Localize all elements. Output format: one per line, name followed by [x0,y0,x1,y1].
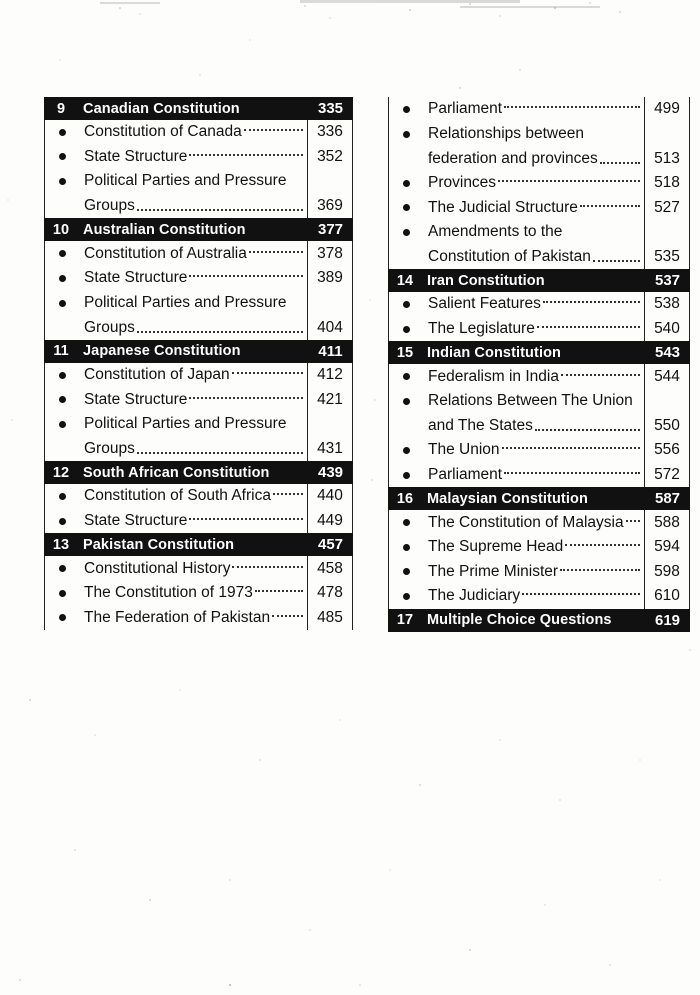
entry-title-line-2: Groups [84,197,135,215]
entry-title: State Structure [84,147,188,165]
entry-page-number: 440 [307,484,352,509]
dot-leader [593,260,640,262]
entry-title-cell [423,317,644,342]
entry-title-cell [79,169,307,218]
bullet-icon-cell [389,584,423,609]
toc-entry-row[interactable] [44,412,353,461]
bullet-icon [59,250,66,257]
entry-title-cell [79,363,307,388]
entry-title: Constitution of Australia [84,244,247,262]
entry-page-number: 535 [644,220,689,269]
entry-page-number: 336 [307,120,352,145]
bullet-icon-cell [389,220,423,269]
entry-title-line-1: Relationships between [428,124,584,142]
bullet-icon-cell [45,120,79,145]
section-title: Pakistan Constitution [83,536,235,553]
bullet-icon [59,518,66,525]
entry-page-number: 513 [644,122,689,171]
entry-page-number: 431 [307,412,352,461]
entry-title-cell [79,266,307,291]
entry-title-cell [79,291,307,340]
bullet-icon-cell [389,438,423,463]
dot-leader [189,275,303,277]
entry-title-cell [79,145,307,170]
entry-title-cell [423,463,644,488]
section-page-number: 537 [654,272,681,290]
section-title: South African Constitution [83,464,270,481]
entry-title-cell [423,364,644,389]
toc-entry-row[interactable] [388,535,690,560]
dot-leader [580,205,640,207]
bullet-icon-cell [45,484,79,509]
toc-entry-row[interactable] [388,389,690,438]
entry-title: The Union [428,441,500,459]
toc-column-left [44,97,353,630]
section-number: 15 [396,344,414,361]
entry-page-number: 540 [644,317,689,342]
entry-title-line-2: federation and provinces [428,149,598,167]
bullet-icon [59,153,66,160]
dot-leader [504,472,640,474]
bullet-icon [403,447,410,454]
toc-entry-row[interactable] [388,463,690,488]
toc-entry-row[interactable] [44,145,353,170]
section-header-row[interactable] [388,269,690,292]
section-page-number: 619 [654,611,681,629]
bullet-icon-cell [45,509,79,534]
entry-title-cell [423,438,644,463]
bullet-icon-cell [45,606,79,631]
section-header-row[interactable] [388,341,690,364]
dot-leader [272,615,303,617]
entry-title: Parliament [428,466,503,484]
dot-leader [543,301,640,303]
bullet-icon [59,565,66,572]
entry-page-number: 352 [307,145,352,170]
entry-page-number: 556 [644,438,689,463]
entry-title-cell [423,122,644,171]
section-page-number: 543 [654,344,681,362]
entry-title-cell [423,195,644,220]
bullet-icon [59,396,66,403]
bullet-icon [403,180,410,187]
entry-title-cell [79,581,307,606]
toc-entry-row[interactable] [388,560,690,585]
entry-page-number: 550 [644,389,689,438]
entry-page-number: 404 [307,291,352,340]
entry-title: The Prime Minister [428,562,559,580]
bullet-icon [59,300,66,307]
entry-title-cell [79,509,307,534]
dot-leader [561,374,640,376]
entry-title: Salient Features [428,295,541,313]
entry-title-cell [423,292,644,317]
section-page-number: 587 [654,490,681,508]
bullet-icon [403,229,410,236]
entry-title-cell [423,220,644,269]
entry-title-line-1: Amendments to the [428,222,563,240]
bullet-icon [59,275,66,282]
toc-entry-row[interactable] [44,169,353,218]
entry-page-number: 598 [644,560,689,585]
entry-page-number: 518 [644,171,689,196]
bullet-icon [59,614,66,621]
section-number: 17 [396,612,414,629]
bullet-icon [59,421,66,428]
toc-entry-row[interactable] [44,581,353,606]
entry-title: Parliament [428,100,503,118]
toc-entry-row[interactable] [388,364,690,389]
dot-leader [565,544,640,546]
bullet-icon-cell [45,169,79,218]
dot-leader [232,566,303,568]
dot-leader [626,520,640,522]
bullet-icon [403,301,410,308]
section-title: Multiple Choice Questions [427,612,612,629]
toc-entry-row[interactable] [44,363,353,388]
entry-title-cell [423,535,644,560]
section-header-row[interactable] [44,533,353,556]
section-header-row[interactable] [388,487,690,510]
bullet-icon-cell [389,122,423,171]
section-number: 11 [53,343,69,360]
entry-title: Federalism in India [428,367,559,385]
toc-entry-row[interactable] [388,292,690,317]
entry-title: The Judiciary [428,587,521,605]
bullet-icon [403,472,410,479]
entry-title-cell [423,510,644,535]
bullet-icon-cell [45,556,79,581]
bullet-icon-cell [389,510,423,535]
toc-entry-row[interactable] [44,241,353,266]
section-header-row[interactable] [44,461,353,484]
bullet-icon-cell [389,463,423,488]
dot-leader [560,569,640,571]
entry-page-number: 449 [307,509,352,534]
bullet-icon [403,544,410,551]
entry-title: State Structure [84,269,188,287]
toc-entry-row[interactable] [388,97,690,122]
entry-page-number: 369 [307,169,352,218]
section-title: Iran Constitution [427,272,545,289]
entry-page-number: 389 [307,266,352,291]
section-header-row[interactable] [44,218,353,241]
entry-page-number: 412 [307,363,352,388]
toc-entry-row[interactable] [388,171,690,196]
bullet-icon-cell [389,195,423,220]
entry-page-number: 458 [307,556,352,581]
entry-title-cell [423,584,644,609]
section-number: 10 [52,221,70,238]
entry-title: Constitution of Canada [84,123,242,141]
bullet-icon-cell [45,581,79,606]
dot-leader [189,397,303,399]
entry-title: The Constitution of Malaysia [428,513,624,531]
entry-title-line-2: Constitution of Pakistan [428,248,591,266]
toc-entry-row[interactable] [44,120,353,145]
toc-entry-row[interactable] [388,584,690,609]
section-page-number: 335 [317,100,344,117]
dot-leader [535,429,640,431]
entry-title-line-1: Political Parties and Pressure [84,293,287,311]
section-page-number: 377 [317,221,344,239]
toc-entry-row[interactable] [44,556,353,581]
bullet-icon-cell [389,292,423,317]
bullet-icon-cell [45,291,79,340]
bullet-icon-cell [45,241,79,266]
entry-title-line-1: Relations Between The Union [428,391,633,409]
bullet-icon [59,590,66,597]
bullet-icon-cell [389,389,423,438]
toc-entry-row[interactable] [388,438,690,463]
section-page-number: 411 [318,342,343,360]
entry-page-number: 588 [644,510,689,535]
dot-leader [137,331,303,333]
entry-page-number: 594 [644,535,689,560]
section-number: 12 [52,464,70,481]
bullet-icon-cell [45,145,79,170]
dot-leader [537,326,640,328]
entry-title-cell [79,556,307,581]
bullet-icon-cell [389,560,423,585]
entry-title-cell [423,171,644,196]
section-title: Japanese Constitution [83,343,241,360]
entry-title-line-1: Political Parties and Pressure [84,172,287,190]
entry-title: The Judicial Structure [428,198,578,216]
bullet-icon-cell [45,266,79,291]
entry-title: The Legislature [428,320,535,338]
bullet-icon [403,373,410,380]
toc-entry-row[interactable] [44,484,353,509]
bullet-icon [403,326,410,333]
section-page-number: 439 [317,464,344,482]
section-number: 13 [52,536,70,553]
entry-page-number: 499 [644,97,689,122]
entry-title-cell [79,484,307,509]
toc-entry-row[interactable] [44,291,353,340]
bullet-icon [59,493,66,500]
entry-title: Provinces [428,174,497,192]
entry-title-line-2: Groups [84,318,135,336]
entry-page-number: 538 [644,292,689,317]
section-number: 14 [396,272,414,289]
dot-leader [498,180,640,182]
entry-title: The Supreme Head [428,538,564,556]
entry-title: State Structure [84,512,188,530]
dot-leader [137,452,303,454]
bullet-icon-cell [389,364,423,389]
entry-title-cell [79,241,307,266]
bullet-icon [403,568,410,575]
bullet-icon-cell [389,171,423,196]
bullet-icon [59,178,66,185]
entry-title-cell [79,387,307,412]
entry-page-number: 610 [644,584,689,609]
dot-leader [189,518,303,520]
dot-leader [189,154,303,156]
entry-title-line-2: Groups [84,440,135,458]
dot-leader [249,251,303,253]
bullet-icon-cell [45,363,79,388]
dot-leader [504,106,640,108]
bullet-icon-cell [45,387,79,412]
toc-entry-row[interactable] [44,387,353,412]
entry-page-number: 485 [307,606,352,631]
dot-leader [600,162,640,164]
entry-title: The Constitution of 1973 [84,584,253,602]
bullet-icon [403,106,410,113]
entry-title: The Federation of Pakistan [84,608,271,626]
bullet-icon [403,398,410,405]
dot-leader [502,447,640,449]
bullet-icon [59,372,66,379]
entry-title: Constitution of South Africa [84,487,271,505]
bullet-icon-cell [389,317,423,342]
bullet-icon-cell [389,535,423,560]
section-number: 9 [56,100,66,117]
section-header-row[interactable] [388,609,690,632]
entry-page-number: 527 [644,195,689,220]
section-title: Australian Constitution [83,221,246,238]
bullet-icon [403,204,410,211]
section-header-row[interactable] [44,97,353,120]
entry-page-number: 378 [307,241,352,266]
section-title: Malaysian Constitution [427,490,588,507]
section-title: Canadian Constitution [83,100,240,117]
bullet-icon [403,131,410,138]
toc-entry-row[interactable] [388,122,690,171]
entry-title: State Structure [84,390,188,408]
bullet-icon-cell [389,97,423,122]
toc-entry-row[interactable] [44,509,353,534]
entry-title: Constitution of Japan [84,366,230,384]
section-title: Indian Constitution [427,344,561,361]
dot-leader [273,493,303,495]
section-number: 16 [396,490,414,507]
toc-entry-row[interactable] [388,195,690,220]
entry-title-line-2: and The States [428,417,533,435]
toc-column-right [388,97,690,632]
toc-entry-row[interactable] [388,220,690,269]
entry-title-cell [423,389,644,438]
dot-leader [137,209,303,211]
entry-title-cell [79,120,307,145]
entry-page-number: 544 [644,364,689,389]
bullet-icon [403,519,410,526]
entry-page-number: 572 [644,463,689,488]
entry-title-line-1: Political Parties and Pressure [84,414,287,432]
dot-leader [522,593,640,595]
bullet-icon [59,129,66,136]
entry-page-number: 421 [307,387,352,412]
toc-entry-row[interactable] [44,266,353,291]
toc-entry-row[interactable] [388,317,690,342]
entry-title-cell [423,560,644,585]
toc-entry-row[interactable] [388,510,690,535]
entry-title: Constitutional History [84,559,231,577]
section-header-row[interactable] [44,340,353,363]
bullet-icon-cell [45,412,79,461]
dot-leader [232,372,303,374]
dot-leader [255,590,303,592]
section-page-number: 457 [317,536,344,554]
bullet-icon [403,593,410,600]
entry-title-cell [423,97,644,122]
toc-entry-row[interactable] [44,606,353,631]
entry-title-cell [79,412,307,461]
entry-page-number: 478 [307,581,352,606]
dot-leader [244,129,303,131]
entry-title-cell [79,606,307,631]
